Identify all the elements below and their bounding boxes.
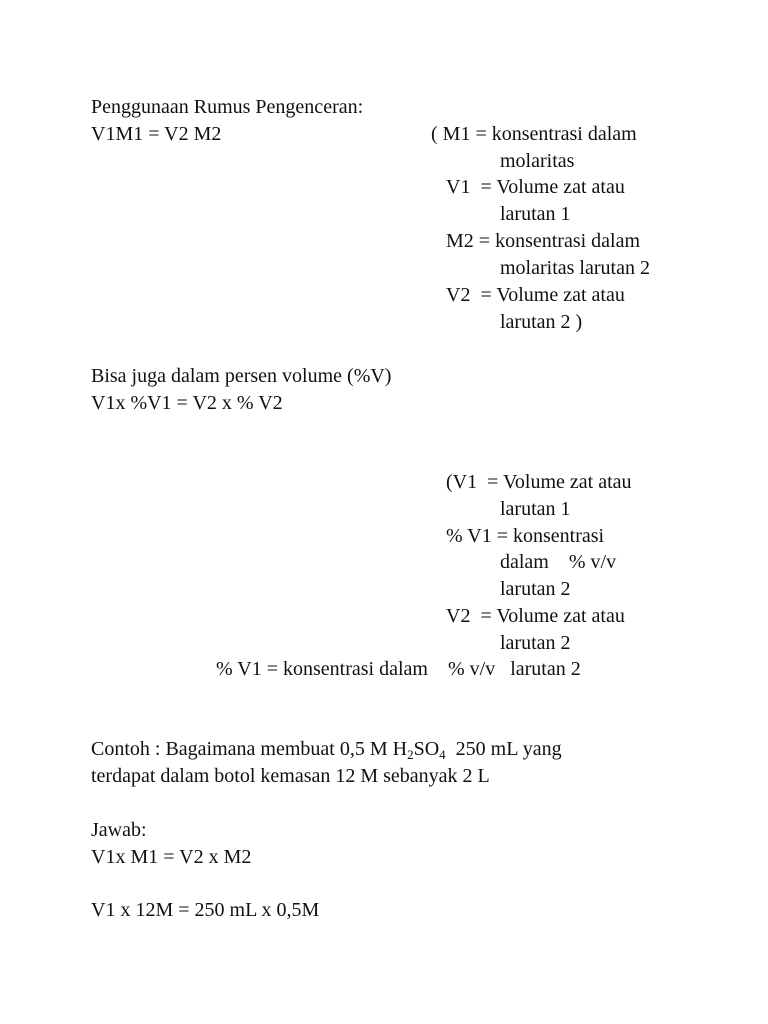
example-text: Contoh : Bagaimana membuat 0,5 M H [91,738,408,760]
legend-line: larutan 2 ) [500,311,583,333]
legend-line: larutan 2 [500,632,571,654]
example-question-line2: terdapat dalam botol kemasan 12 M sebanyak 2 L [91,765,490,787]
example-text: 250 mL yang [445,738,562,760]
example-question-line1 [91,738,562,762]
answer-label: Jawab: [91,819,147,841]
legend-line: M2 = konsentrasi dalam [446,230,641,252]
heading-volume-percent: Bisa juga dalam persen volume (%V) [91,365,392,387]
subscript-2: 2 [407,747,414,762]
legend-line: molaritas larutan 2 [500,257,650,279]
example-text: SO [413,738,440,760]
heading-dilution-formula: Penggunaan Rumus Pengenceran: [91,96,364,118]
legend-line: molaritas [500,150,575,172]
legend-line: (V1 = Volume zat atau [446,471,632,493]
answer-step: V1 x 12M = 250 mL x 0,5M [91,899,320,921]
legend-line: larutan 1 [500,498,571,520]
legend-extra-line: % V1 = konsentrasi dalam % v/v larutan 2 [216,658,581,680]
legend-line: V2 = Volume zat atau [446,284,625,306]
legend-line: V1 = Volume zat atau [446,176,625,198]
legend-line: larutan 1 [500,203,571,225]
legend-line: ( M1 = konsentrasi dalam [431,123,637,145]
legend-line: V2 = Volume zat atau [446,605,625,627]
subscript-4: 4 [439,747,446,762]
formula-molarity: V1M1 = V2 M2 [91,123,222,145]
legend-line: % V1 = konsentrasi [446,525,605,547]
answer-step: V1x M1 = V2 x M2 [91,846,252,868]
legend-line: larutan 2 [500,578,571,600]
formula-volume-percent: V1x %V1 = V2 x % V2 [91,392,283,414]
legend-line: dalam % v/v [500,551,617,573]
